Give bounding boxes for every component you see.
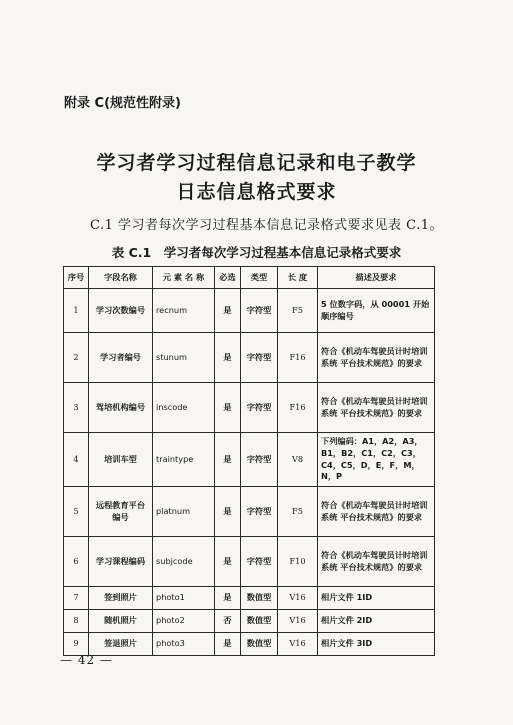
field-name: 随机照片 [89, 610, 153, 633]
required-flag: 是 [215, 587, 241, 610]
element-name: photo2 [153, 610, 215, 633]
data-type: 字符型 [241, 383, 278, 433]
table-row [64, 487, 435, 537]
page-title-line-2: 日志信息格式要求 [176, 181, 337, 203]
row-number: 5 [64, 487, 89, 537]
field-name: 驾培机构编号 [89, 383, 153, 433]
header-cell: 元 素 名 称 [153, 267, 215, 289]
page-number: — 42 — [60, 653, 113, 667]
table-row [64, 633, 435, 656]
field-name: 学习者编号 [89, 333, 153, 383]
table-row [64, 383, 435, 433]
row-number: 2 [64, 333, 89, 383]
required-flag: 否 [215, 610, 241, 633]
required-flag: 是 [215, 633, 241, 656]
required-flag: 是 [215, 487, 241, 537]
intro-paragraph: C.1 学习者每次学习过程基本信息记录格式要求见表 C.1。 [90, 218, 444, 233]
field-length: V16 [278, 610, 318, 633]
field-length: F10 [278, 537, 318, 587]
field-description: 符合《机动车驾驶员计时培训系统 平台技术规范》的要求 [318, 333, 435, 383]
field-description: 符合《机动车驾驶员计时培训系统 平台技术规范》的要求 [318, 487, 435, 537]
row-number: 7 [64, 587, 89, 610]
appendix-label: 附录 C(规范性附录) [64, 96, 181, 111]
field-description: 符合《机动车驾驶员计时培训系统 平台技术规范》的要求 [318, 383, 435, 433]
required-flag: 是 [215, 333, 241, 383]
field-length: F5 [278, 289, 318, 333]
row-number: 8 [64, 610, 89, 633]
element-name: photo1 [153, 587, 215, 610]
required-flag: 是 [215, 383, 241, 433]
required-flag: 是 [215, 289, 241, 333]
header-cell: 描述及要求 [318, 267, 435, 289]
table-row [64, 587, 435, 610]
row-number: 3 [64, 383, 89, 433]
header-cell: 序号 [64, 267, 89, 289]
element-name: stunum [153, 333, 215, 383]
element-name: subjcode [153, 537, 215, 587]
field-name: 培训车型 [89, 433, 153, 487]
data-type: 数值型 [241, 610, 278, 633]
row-number: 9 [64, 633, 89, 656]
format-requirements-table [63, 266, 435, 656]
header-cell: 必选 [215, 267, 241, 289]
field-description: 相片文件 3ID [318, 633, 435, 656]
data-type: 字符型 [241, 433, 278, 487]
field-description: 5 位数字码，从 00001 开始顺序编号 [318, 289, 435, 333]
field-name: 学习次数编号 [89, 289, 153, 333]
field-description: 下列编码：A1，A2，A3，B1，B2，C1，C2，C3，C4，C5，D，E，F，M，N，P [318, 433, 435, 487]
row-number: 1 [64, 289, 89, 333]
element-name: platnum [153, 487, 215, 537]
data-type: 字符型 [241, 487, 278, 537]
element-name: inscode [153, 383, 215, 433]
table-header-row [64, 267, 435, 289]
header-cell: 长 度 [278, 267, 318, 289]
row-number: 6 [64, 537, 89, 587]
header-cell: 字段名称 [89, 267, 153, 289]
header-cell: 类型 [241, 267, 278, 289]
element-name: traintype [153, 433, 215, 487]
table-row [64, 289, 435, 333]
field-length: F16 [278, 383, 318, 433]
field-name: 签到照片 [89, 587, 153, 610]
field-description: 相片文件 2ID [318, 610, 435, 633]
field-length: V16 [278, 633, 318, 656]
field-name: 签退照片 [89, 633, 153, 656]
field-description: 相片文件 1ID [318, 587, 435, 610]
field-length: V16 [278, 587, 318, 610]
table-caption: 表 C.1 学习者每次学习过程基本信息记录格式要求 [111, 245, 402, 260]
table-row [64, 610, 435, 633]
table-row [64, 333, 435, 383]
data-type: 字符型 [241, 537, 278, 587]
field-length: F16 [278, 333, 318, 383]
row-number: 4 [64, 433, 89, 487]
data-type: 数值型 [241, 587, 278, 610]
element-name: recnum [153, 289, 215, 333]
field-name: 远程教育平台编号 [89, 487, 153, 537]
data-type: 数值型 [241, 633, 278, 656]
element-name: photo3 [153, 633, 215, 656]
field-name: 学习课程编码 [89, 537, 153, 587]
table-row [64, 537, 435, 587]
field-length: V8 [278, 433, 318, 487]
required-flag: 是 [215, 537, 241, 587]
data-type: 字符型 [241, 289, 278, 333]
data-type: 字符型 [241, 333, 278, 383]
table-row [64, 433, 435, 487]
field-description: 符合《机动车驾驶员计时培训系统 平台技术规范》的要求 [318, 537, 435, 587]
field-length: F5 [278, 487, 318, 537]
required-flag: 是 [215, 433, 241, 487]
page-title-line-1: 学习者学习过程信息记录和电子教学 [96, 152, 417, 174]
